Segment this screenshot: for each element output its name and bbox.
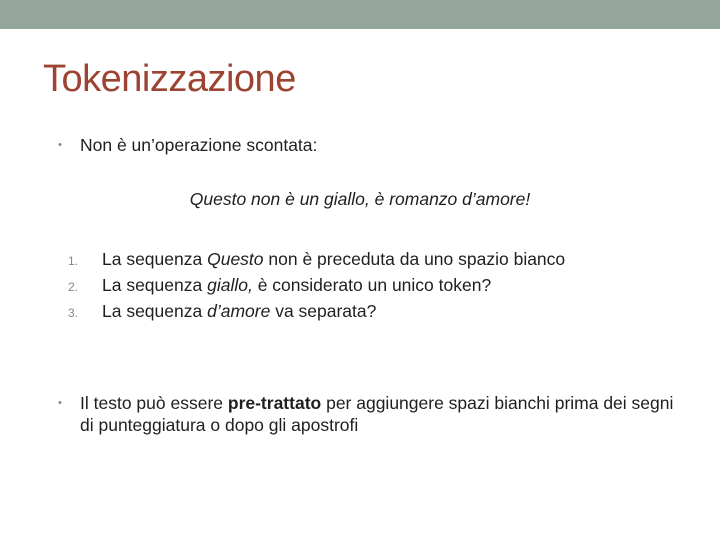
list-text-pre: La sequenza bbox=[102, 249, 208, 269]
list-text-pre: La sequenza bbox=[102, 301, 208, 321]
top-band bbox=[0, 0, 720, 29]
bullet-text bbox=[80, 392, 680, 436]
list-number: 1. bbox=[67, 254, 78, 268]
list-text-post: è considerato un unico token? bbox=[252, 275, 492, 295]
list-text-emphasis: giallo, bbox=[207, 275, 253, 295]
list-text-emphasis: Questo bbox=[207, 249, 264, 269]
slide-title: Tokenizzazione bbox=[43, 58, 296, 100]
list-number: 3. bbox=[67, 306, 78, 320]
list-text bbox=[102, 274, 491, 296]
bullet-text-pre: Il testo può essere bbox=[80, 393, 228, 413]
list-number: 2. bbox=[67, 280, 78, 294]
list-text bbox=[102, 300, 376, 322]
list-text-pre: La sequenza bbox=[102, 275, 208, 295]
bullet-text-post: per aggiungere spazi bianchi prima dei segni di punteggiatura o dopo gli apostrofi bbox=[80, 393, 674, 435]
bullet-text-strong: pre-trattato bbox=[227, 393, 322, 413]
bullet-marker: • bbox=[58, 397, 62, 409]
list-text-emphasis: d’amore bbox=[207, 301, 271, 321]
bullet-marker: • bbox=[58, 139, 62, 151]
list-text bbox=[102, 248, 565, 270]
quote-example: Questo non è un giallo, è romanzo d’amore! bbox=[189, 189, 531, 209]
list-text-post: non è preceduta da uno spazio bianco bbox=[263, 249, 566, 269]
bullet-text: Non è un’operazione scontata: bbox=[80, 135, 318, 155]
list-text-post: va separata? bbox=[270, 301, 377, 321]
